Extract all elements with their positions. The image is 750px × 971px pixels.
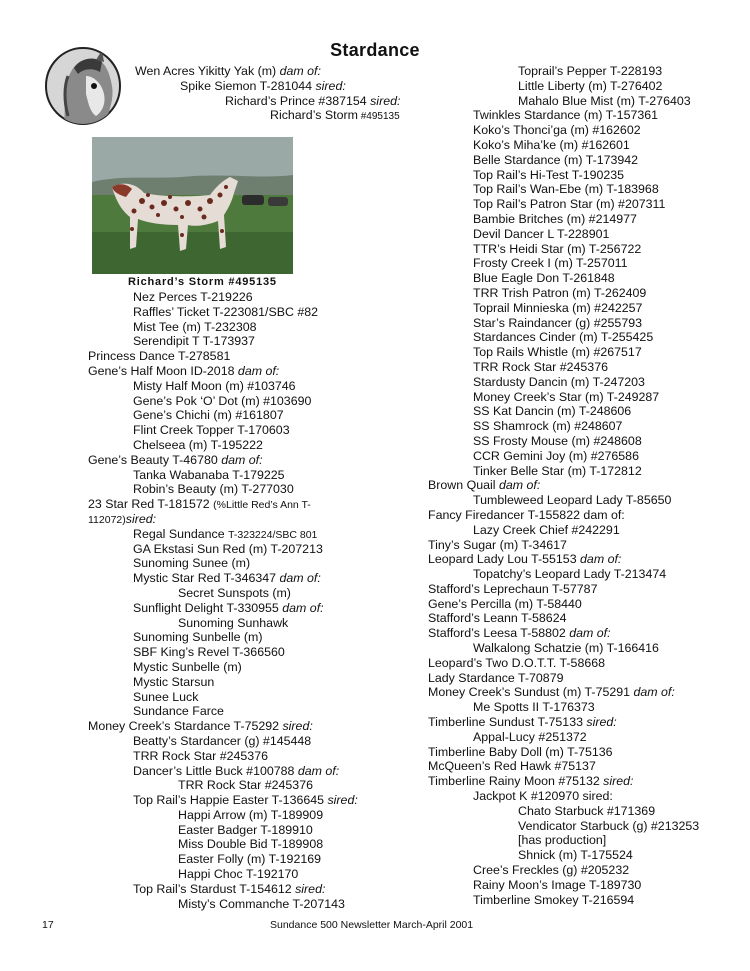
pedigree-line xyxy=(428,123,699,138)
relation-note: sired: xyxy=(291,881,326,896)
horse-entry: Twinkles Stardance (m) T-157361 xyxy=(473,108,659,123)
horse-entry: TTR’s Heidi Star (m) T-256722 xyxy=(473,241,642,256)
horse-entry: Star’s Raindancer (g) #255793 xyxy=(473,315,642,330)
photo-caption: Richard’s Storm #495135 xyxy=(128,276,277,288)
pedigree-line xyxy=(428,419,699,434)
horse-entry: Gene’s Half Moon ID-2018 xyxy=(88,363,235,378)
pedigree-line xyxy=(428,552,699,567)
horse-entry: TRR Rock Star #245376 xyxy=(178,778,313,793)
horse-entry: Brown Quail xyxy=(428,478,496,493)
horse-entry: [has production] xyxy=(518,833,607,848)
horse-entry: CCR Gemini Joy (m) #276586 xyxy=(473,448,639,463)
pedigree-line xyxy=(428,256,699,271)
horse-entry: Happi Choc T-192170 xyxy=(178,867,299,882)
pedigree-line xyxy=(88,586,358,601)
pedigree-line xyxy=(428,345,699,360)
horse-entry: Serendipit T T-173937 xyxy=(133,334,255,349)
horse-entry: TRR Rock Star #245376 xyxy=(473,359,608,374)
horse-entry: Timberline Rainy Moon #75132 xyxy=(428,774,600,789)
pedigree-line xyxy=(428,449,699,464)
pedigree-line xyxy=(428,863,699,878)
horse-entry: Sunoming Sunbelle (m) xyxy=(133,630,263,645)
horse-entry: Sunoming Sunee (m) xyxy=(133,556,251,571)
registration-note: 112072) xyxy=(88,513,126,526)
pedigree-line xyxy=(428,286,699,301)
horse-entry: Cree’s Freckles (g) #205232 xyxy=(473,863,630,878)
relation-note: dam of: xyxy=(276,571,321,586)
pedigree-line xyxy=(88,778,358,793)
pedigree-line xyxy=(428,212,699,227)
horse-entry: Stardances Cinder (m) T-255425 xyxy=(473,330,654,345)
horse-entry: Top Rail’s Wan-Ebe (m) T-183968 xyxy=(473,182,659,197)
pedigree-line xyxy=(88,630,358,645)
horse-entry: SS Kat Dancin (m) T-248606 xyxy=(473,404,632,419)
pedigree-line xyxy=(88,542,358,557)
horse-entry: Chelseea (m) T-195222 xyxy=(133,437,263,452)
horse-entry: Stardusty Dancin (m) T-247203 xyxy=(473,374,645,389)
pedigree-line xyxy=(428,79,699,94)
horse-entry: Sunflight Delight T-330955 xyxy=(133,600,279,615)
horse-entry: Blue Eagle Don T-261848 xyxy=(473,271,615,286)
horse-entry: SS Shamrock (m) #248607 xyxy=(473,419,623,434)
lineage-top xyxy=(135,64,400,123)
pedigree-line xyxy=(428,523,699,538)
horse-entry: Happi Arrow (m) T-189909 xyxy=(178,807,324,822)
pedigree-line xyxy=(88,675,358,690)
horse-entry: Tinker Belle Star (m) T-172812 xyxy=(473,463,642,478)
pedigree-line xyxy=(88,408,358,423)
horse-entry: Toprail Minnieska (m) #242257 xyxy=(473,300,643,315)
pedigree-line xyxy=(428,182,699,197)
pedigree-line xyxy=(428,271,699,286)
horse-entry: Richard’s Prince #387154 xyxy=(225,93,367,108)
pedigree-line xyxy=(88,867,358,882)
pedigree-line xyxy=(428,197,699,212)
relation-note: sired: xyxy=(366,93,401,108)
pedigree-line xyxy=(88,364,358,379)
pedigree-line xyxy=(428,759,699,774)
pedigree-line xyxy=(88,379,358,394)
pedigree-line xyxy=(428,404,699,419)
pedigree-line xyxy=(428,641,699,656)
pedigree-line xyxy=(88,897,358,912)
horse-entry: Fancy Firedancer T-155822 dam of: xyxy=(428,507,625,522)
pedigree-line xyxy=(428,700,699,715)
pedigree-line xyxy=(88,334,358,349)
pedigree-line xyxy=(88,882,358,897)
horse-entry: Nez Perces T-219226 xyxy=(133,290,253,304)
pedigree-line xyxy=(428,833,699,848)
horse-entry: SBF King’s Revel T-366560 xyxy=(133,645,285,660)
relation-note: sired: xyxy=(312,78,346,93)
pedigree-line xyxy=(428,774,699,789)
horse-head-logo xyxy=(44,46,122,126)
pedigree-line xyxy=(88,793,358,808)
horse-entry: Top Rail’s Happie Easter T-136645 xyxy=(133,793,325,808)
horse-entry: Top Rails Whistle (m) #267517 xyxy=(473,345,642,360)
page-number: 17 xyxy=(42,919,54,931)
relation-note: dam of: xyxy=(278,600,324,615)
horse-entry: Mahalo Blue Mist (m) T-276403 xyxy=(518,93,691,108)
pedigree-line xyxy=(428,626,699,641)
relation-note: dam of: xyxy=(576,552,622,567)
relation-note: dam of: xyxy=(294,763,340,778)
horse-entry: Chato Starbuck #171369 xyxy=(518,803,656,818)
pedigree-line xyxy=(428,582,699,597)
pedigree-line xyxy=(88,468,358,483)
horse-entry: Dancer’s Little Buck #100788 xyxy=(133,763,295,778)
horse-entry: Tiny’s Sugar (m) T-34617 xyxy=(428,537,567,552)
pedigree-line xyxy=(88,823,358,838)
horse-entry: Spike Siemon T-281044 xyxy=(180,78,313,93)
pedigree-line xyxy=(88,852,358,867)
horse-entry: Stafford’s Leann T-58624 xyxy=(428,611,567,626)
pedigree-line xyxy=(88,749,358,764)
horse-entry: Me Spotts II T-176373 xyxy=(473,700,595,715)
horse-entry: TRR Rock Star #245376 xyxy=(133,748,268,763)
horse-entry: Tanka Wabanaba T-179225 xyxy=(133,467,285,482)
horse-entry: Topatchy’s Leopard Lady T-213474 xyxy=(473,567,667,582)
horse-entry: Frosty Creek I (m) T-257011 xyxy=(473,256,628,271)
horse-entry: Mystic Starsun xyxy=(133,674,215,689)
horse-entry: Robin’s Beauty (m) T-277030 xyxy=(133,482,294,497)
relation-note: dam of: xyxy=(217,452,263,467)
horse-entry: Tumbleweed Leopard Lady T-85650 xyxy=(473,493,672,508)
horse-entry: Koko’s Thonci’ga (m) #162602 xyxy=(473,123,641,138)
pedigree-line xyxy=(88,571,358,586)
pedigree-line xyxy=(88,394,358,409)
pedigree-line xyxy=(428,168,699,183)
registration-note: #495135 xyxy=(357,111,400,123)
pedigree-line xyxy=(88,660,358,675)
relation-note: sired: xyxy=(125,511,157,526)
pedigree-line xyxy=(135,94,400,109)
pedigree-line xyxy=(88,837,358,852)
relation-note: sired: xyxy=(582,715,617,730)
horse-entry: Belle Stardance (m) T-173942 xyxy=(473,152,639,167)
horse-entry: Lazy Creek Chief #242291 xyxy=(473,522,620,537)
horse-entry: Flint Creek Topper T-170603 xyxy=(133,423,290,438)
horse-entry: Sundance Farce xyxy=(133,704,224,719)
pedigree-line xyxy=(88,423,358,438)
pedigree-line xyxy=(428,597,699,612)
horse-entry: Princess Dance T-278581 xyxy=(88,349,231,364)
pedigree-line xyxy=(428,508,699,523)
relation-note: sired: xyxy=(279,719,313,734)
horse-entry: Gene’s Pok ‘O’ Dot (m) #103690 xyxy=(133,393,312,408)
horse-entry: Shnick (m) T-175524 xyxy=(518,848,633,863)
pedigree-line xyxy=(135,64,400,79)
pedigree-line xyxy=(88,645,358,660)
page-title: Stardance xyxy=(330,40,420,60)
horse-entry: Sunee Luck xyxy=(133,689,199,704)
horse-entry: Jackpot K #120970 sired: xyxy=(473,789,613,804)
horse-entry: Stafford’s Leprechaun T-57787 xyxy=(428,581,598,596)
horse-entry: Vendicator Starbuck (g) #213253 xyxy=(518,818,700,833)
horse-entry: Beatty’s Stardancer (g) #145448 xyxy=(133,733,312,748)
horse-entry: GA Ekstasi Sun Red (m) T-207213 xyxy=(133,541,323,556)
relation-note: dam of: xyxy=(630,685,675,700)
horse-entry: Top Rail’s Hi-Test T-190235 xyxy=(473,167,625,182)
pedigree-line xyxy=(88,497,358,512)
horse-entry: Rainy Moon’s Image T-189730 xyxy=(473,877,642,892)
horse-entry: Lady Stardance T-70879 xyxy=(428,670,564,685)
pedigree-line xyxy=(135,79,400,94)
relation-note: sired: xyxy=(599,774,634,789)
newsletter-footer: Sundance 500 Newsletter March-April 2001 xyxy=(270,919,474,931)
pedigree-line xyxy=(88,320,358,335)
relation-note: dam of: xyxy=(276,64,321,78)
pedigree-line xyxy=(428,715,699,730)
horse-entry: Timberline Sundust T-75133 xyxy=(428,715,583,730)
pedigree-line xyxy=(88,719,358,734)
pedigree-line xyxy=(88,453,358,468)
horse-entry: Misty Half Moon (m) #103746 xyxy=(133,378,296,393)
horse-entry: Mystic Sunbelle (m) xyxy=(133,659,242,674)
pedigree-line xyxy=(88,808,358,823)
horse-entry: SS Frosty Mouse (m) #248608 xyxy=(473,433,642,448)
horse-entry: Top Rail’s Patron Star (m) #207311 xyxy=(473,197,666,212)
pedigree-line xyxy=(135,108,400,123)
pedigree-line xyxy=(88,482,358,497)
relation-note: sired: xyxy=(324,793,358,808)
horse-entry: Devil Dancer L T-228901 xyxy=(473,226,610,241)
horse-entry: Sunoming Sunhawk xyxy=(178,615,289,630)
horse-entry: Bambie Britches (m) #214977 xyxy=(473,211,637,226)
pedigree-line xyxy=(428,108,699,123)
horse-entry: Appal-Lucy #251372 xyxy=(473,729,587,744)
pedigree-line xyxy=(88,512,358,527)
horse-entry: Wen Acres Yikitty Yak (m) xyxy=(135,64,277,78)
pedigree-line xyxy=(88,616,358,631)
horse-entry: Top Rail’s Stardust T-154612 xyxy=(133,881,292,896)
pedigree-line xyxy=(428,301,699,316)
pedigree-line xyxy=(428,153,699,168)
horse-entry: Easter Badger T-189910 xyxy=(178,822,313,837)
registration-note: (%Little Red’s Ann T- xyxy=(213,499,311,512)
pedigree-line xyxy=(428,656,699,671)
horse-entry: 23 Star Red T-181572 xyxy=(88,497,214,512)
horse-entry: Stafford’s Leesa T-58802 xyxy=(428,626,566,641)
pedigree-line xyxy=(428,464,699,479)
horse-entry: Toprail’s Pepper T-228193 xyxy=(518,64,663,78)
pedigree-line xyxy=(428,567,699,582)
pedigree-line xyxy=(428,611,699,626)
pedigree-line xyxy=(88,690,358,705)
pedigree-line xyxy=(88,438,358,453)
pedigree-line xyxy=(88,601,358,616)
pedigree-line xyxy=(428,227,699,242)
pedigree-line xyxy=(428,94,699,109)
pedigree-line xyxy=(88,290,358,305)
horse-entry: Money Creek’s Sundust (m) T-75291 xyxy=(428,685,631,700)
horse-entry: Gene’s Chichi (m) #161807 xyxy=(133,408,284,423)
registration-note: T-323224/SBC 801 xyxy=(228,528,318,541)
pedigree-line xyxy=(88,556,358,571)
pedigree-line xyxy=(428,804,699,819)
pedigree-line xyxy=(428,730,699,745)
pedigree-line xyxy=(428,538,699,553)
pedigree-line xyxy=(428,360,699,375)
pedigree-line xyxy=(428,64,699,79)
pedigree-line xyxy=(428,242,699,257)
horse-entry: Misty’s Commanche T-207143 xyxy=(178,896,345,911)
pedigree-line xyxy=(428,390,699,405)
horse-entry: McQueen’s Red Hawk #75137 xyxy=(428,759,596,774)
pedigree-line xyxy=(428,819,699,834)
horse-entry: Leopard Lady Lou T-55153 xyxy=(428,552,577,567)
horse-entry: Money Creek’s Star (m) T-249287 xyxy=(473,389,660,404)
pedigree-line xyxy=(428,330,699,345)
relation-note: dam of: xyxy=(234,363,280,378)
pedigree-line xyxy=(428,878,699,893)
horse-entry: Walkalong Schatzie (m) T-166416 xyxy=(473,641,659,656)
horse-entry: Raffles’ Ticket T-223081/SBC #82 xyxy=(133,304,319,319)
pedigree-line xyxy=(428,893,699,908)
horse-entry: TRR Trish Patron (m) T-262409 xyxy=(473,285,647,300)
pedigree-line xyxy=(428,685,699,700)
lineage-left-column xyxy=(88,290,358,911)
pedigree-line xyxy=(88,527,358,542)
horse-entry: Miss Double Bid T-189908 xyxy=(178,837,324,852)
pedigree-line xyxy=(428,745,699,760)
horse-entry: Secret Sunspots (m) xyxy=(178,585,291,600)
horse-entry: Easter Folly (m) T-192169 xyxy=(178,852,322,867)
pedigree-line xyxy=(428,493,699,508)
relation-note: dam of: xyxy=(565,626,611,641)
horse-entry: Richard’s Storm xyxy=(270,108,358,123)
horse-entry: Regal Sundance xyxy=(133,526,229,541)
pedigree-line xyxy=(428,316,699,331)
pedigree-line xyxy=(88,734,358,749)
horse-entry: Timberline Baby Doll (m) T-75136 xyxy=(428,744,613,759)
horse-entry: Mist Tee (m) T-232308 xyxy=(133,319,257,334)
pedigree-line xyxy=(428,434,699,449)
pedigree-line xyxy=(428,375,699,390)
pedigree-line xyxy=(88,349,358,364)
horse-entry: Little Liberty (m) T-276402 xyxy=(518,78,663,93)
pedigree-line xyxy=(88,704,358,719)
horse-entry: Money Creek’s Stardance T-75292 xyxy=(88,719,280,734)
horse-entry: Koko’s Miha’ke (m) #162601 xyxy=(473,137,630,152)
pedigree-line xyxy=(428,848,699,863)
horse-entry: Timberline Smokey T-216594 xyxy=(473,892,635,907)
pedigree-line xyxy=(428,138,699,153)
pedigree-line xyxy=(428,789,699,804)
relation-note: dam of: xyxy=(495,478,541,493)
pedigree-line xyxy=(88,764,358,779)
horse-entry: Gene’s Percilla (m) T-58440 xyxy=(428,596,582,611)
pedigree-line xyxy=(428,478,699,493)
horse-entry: Mystic Star Red T-346347 xyxy=(133,571,277,586)
horse-entry: Leopard’s Two D.O.T.T. T-58668 xyxy=(428,655,606,670)
lineage-right-column xyxy=(428,64,699,907)
horse-photo xyxy=(92,137,293,274)
pedigree-line xyxy=(428,671,699,686)
horse-entry: Gene’s Beauty T-46780 xyxy=(88,452,218,467)
pedigree-line xyxy=(88,305,358,320)
